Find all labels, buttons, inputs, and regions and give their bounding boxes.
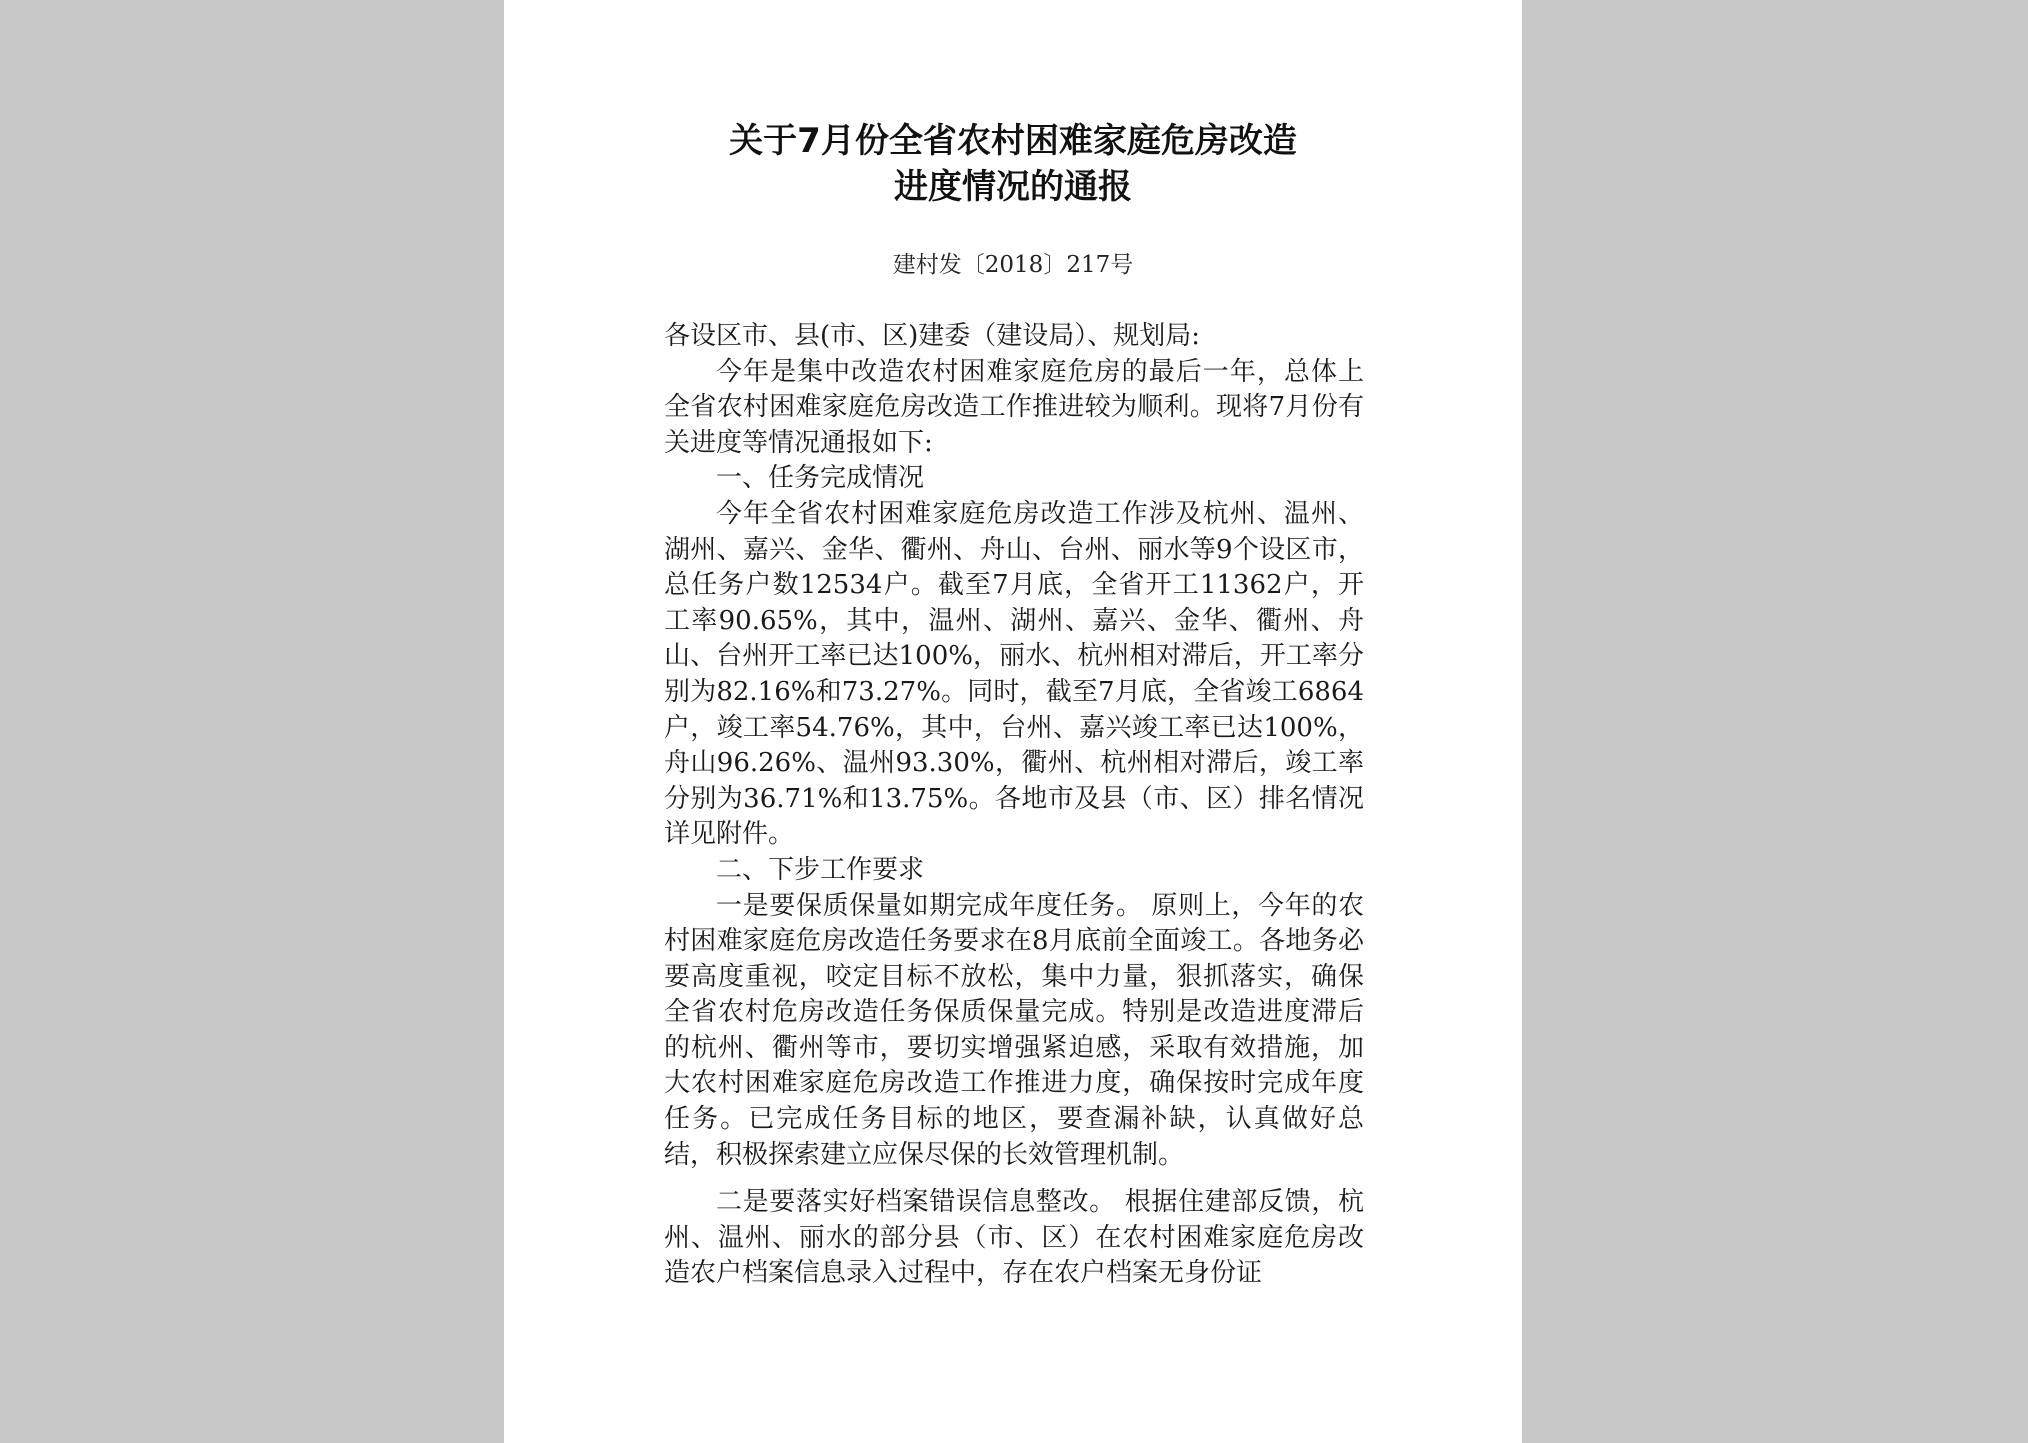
section-heading-2: 二、下步工作要求	[716, 854, 925, 885]
task-completion-paragraph: 今年全省农村困难家庭危房改造工作涉及杭州、温州、湖州、嘉兴、金华、衢州、舟山、台州、丽水等9个设区市，总任务户数12534户。截至7月底，全省开工11362户，开工率90.65%，其中，温州、湖州、嘉兴、金华、衢州、舟山、台州开工率已达100%，丽水、杭州相对滞后，开工率分别为82.16%和73.27%。同时，截至7月底，全省竣工6864户，竣工率54.76%，其中，台州、嘉兴竣工率已达100%，舟山96.26%、温州93.30%，衢州、杭州相对滞后，竣工率分别为36.71%和13.75%。各地市及县（市、区）排名情况详见附件。	[664, 498, 1364, 850]
document-page	[504, 0, 1522, 1443]
title-line-2: 进度情况的通报	[894, 167, 1132, 207]
requirement-paragraph-2: 二是要落实好档案错误信息整改。 根据住建部反馈，杭州、温州、丽水的部分县（市、区）在农村困难家庭危房改造农户档案信息录入过程中，存在农户档案无身份证	[664, 1187, 1364, 1289]
section-heading-1: 一、任务完成情况	[716, 463, 925, 494]
document-body	[664, 319, 1364, 1292]
document-title	[504, 118, 1522, 210]
document-number: 建村发〔2018〕217号	[892, 252, 1134, 278]
requirement-paragraph-1: 一是要保质保量如期完成年度任务。 原则上，今年的农村困难家庭危房改造任务要求在8月底前全面竣工。各地务必要高度重视，咬定目标不放松，集中力量，狠抓落实，确保全省农村危房改造任务保质保量完成。特别是改造进度滞后的杭州、衢州等市，要切实增强紧迫感，采取有效措施，加大农村困难家庭危房改造工作推进力度，确保按时完成年度任务。已完成任务目标的地区，要查漏补缺，认真做好总结，积极探索建立应保尽保的长效管理机制。	[664, 890, 1364, 1170]
title-line-1: 关于7月份全省农村困难家庭危房改造	[729, 121, 1297, 161]
salutation: 各设区市、县(市、区)建委（建设局）、规划局:	[664, 321, 1201, 351]
intro-paragraph: 今年是集中改造农村困难家庭危房的最后一年，总体上全省农村困难家庭危房改造工作推进较为顺利。现将7月份有关进度等情况通报如下:	[664, 356, 1364, 458]
